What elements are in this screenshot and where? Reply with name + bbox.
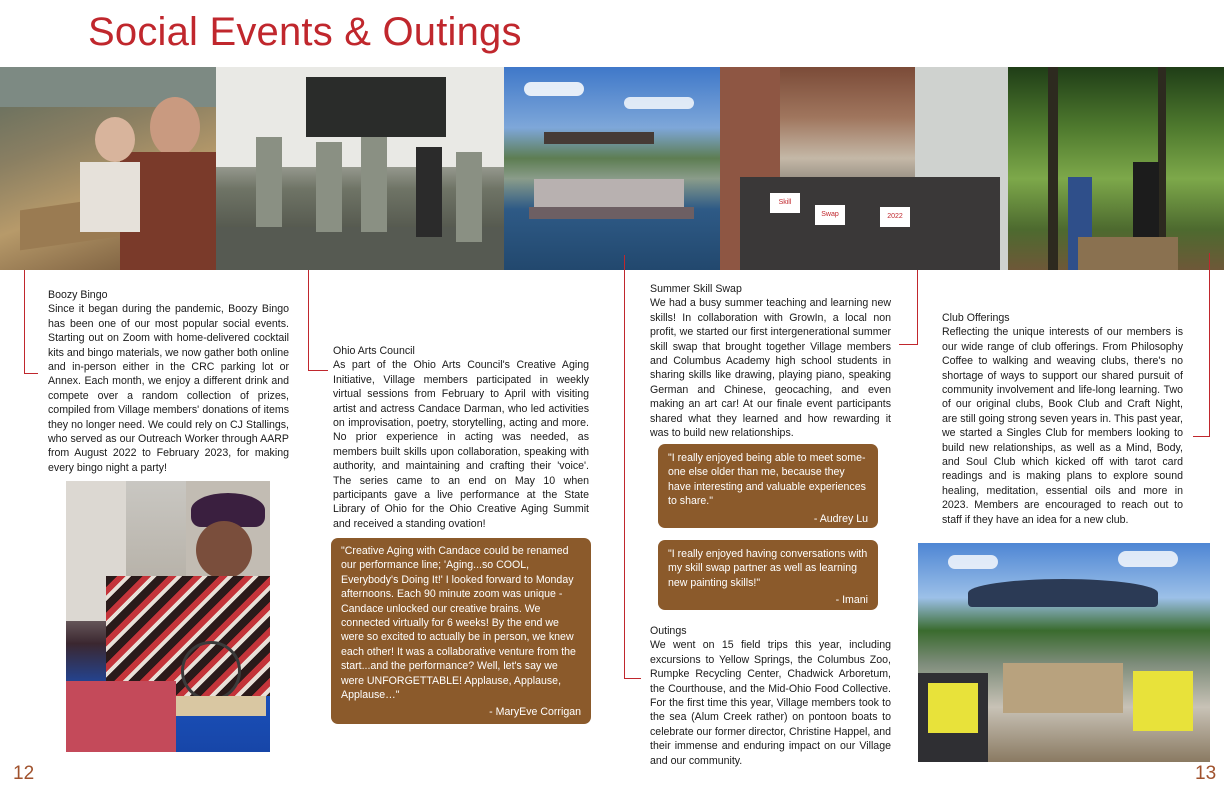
connector-line [1209, 253, 1210, 437]
ohio-arts-section [333, 344, 589, 531]
outings-body: We went on 15 field trips this year, including excursions to Yellow Springs, the Columbus Zoo, Rumpke Recycling Center, Chadwick Arboretum, the Courthouse, and the Mid-Ohio Food Collective. For the first time this year, Village members took to the sea (Alum Creek rather) on pontoon boats to celebrate our former director, Christine Happel, and their immense and enduring impact on our Village and our community. [650, 639, 891, 767]
quote-imani [658, 540, 878, 610]
skill-swap-heading: Summer Skill Swap [650, 283, 742, 295]
photo-walking-club [1008, 67, 1224, 270]
photo-summer-skill-swap [720, 67, 1008, 270]
connector-line [24, 270, 25, 374]
quote-attribution: - MaryEve Corrigan [489, 706, 581, 719]
sign-2022: 2022 [880, 207, 910, 227]
outings-section [650, 624, 891, 768]
connector-line [1193, 436, 1210, 437]
photo-pontoon-outing [918, 543, 1210, 762]
skill-swap-section [650, 282, 891, 440]
photo-boozy-bingo [0, 67, 216, 270]
boozy-bingo-heading: Boozy Bingo [48, 289, 108, 301]
connector-line [899, 344, 918, 345]
quote-maryeve [331, 538, 591, 724]
page-title: Social Events & Outings [88, 10, 522, 54]
quote-text: "Creative Aging with Candace could be renamed our performance line; 'Aging...so COOL, Everybody's Doing It!' I looked forward to Monday afternoons. Each 90 minute zoom was unique - Candace unlocked our creative brains. We connected virtually for 6 weeks! By the end we were so excited to actually be in person, we knew each other! It was a collaborative venture from the start...and the performance? Well, let's say we were UNFORGETTABLE! Applause, Applause, Applause…" [341, 545, 576, 702]
club-offerings-heading: Club Offerings [942, 312, 1010, 324]
boozy-bingo-section [48, 288, 289, 475]
connector-line [624, 255, 625, 679]
quote-attribution: - Imani [835, 594, 868, 607]
boozy-bingo-body: Since it began during the pandemic, Boozy Bingo has been one of our most popular social events. Starting out on Zoom with home-delivered cocktail kits and bingo materials, we now gather both online and in-person either in the CRC parking lot or Annex. Each month, we enjoy a different drink and compete over a random collection of prizes, compiled from Village members' donations of items they no longer need. We could rely on CJ Stallings, who served as our Outreach Worker through AARP from August 2022 to February 2023, for making every bingo night a party! [48, 303, 289, 474]
page-number-right: 13 [1195, 763, 1217, 784]
ohio-arts-heading: Ohio Arts Council [333, 345, 415, 357]
club-offerings-section [942, 311, 1183, 527]
page-number-left: 12 [13, 763, 35, 784]
photo-bingo-player [66, 481, 270, 752]
club-offerings-body: Reflecting the unique interests of our members is our wide range of club offerings. From Philosophy Coffee to walking and weaving clubs, there's no shortage of ways to support our shared pursuit of community involvement and life-long learning. Two of our original clubs, Book Club and Craft Night, are still going strong seven years in. This past year, we started a Singles Club for members looking to build new relationships, as well as a Mind, Body, and Soul Club which kicked off with tarot card readings and is making plans to explore sound healing, meditation, essential oils and more in 2023. Members are encouraged to reach out to staff if they have an idea for a new club. [942, 326, 1183, 526]
outings-heading: Outings [650, 625, 687, 637]
sign-swap: Swap [815, 205, 845, 225]
connector-line [624, 678, 641, 679]
connector-line [917, 270, 918, 345]
quote-text: "I really enjoyed being able to meet some-one else older than me, because they have interesting and valuable experiences to share." [668, 452, 866, 508]
skill-swap-body: We had a busy summer teaching and learning new skills! In collaboration with GrowIn, a local non profit, we started our first intergenerational summer skill swap that brought together Village members and Columbus Academy high school students in sharing skills like drawing, playing piano, speaking German and Chinese, geocaching, and even making an art car! At our finale event participants shared what they learned and how rewarding it was to build new relationships. [650, 297, 891, 440]
ohio-arts-body: As part of the Ohio Arts Council's Creative Aging Initiative, Village members participated in weekly virtual sessions from February to April with visiting artist and actress Candace Darman, who led activities on improvisation, poetry, storytelling, acting and more. No prior experience in acting was needed, as members built skills upon collaboration, speaking with authority, and maintaining and crafting their 'voice'. The series came to an end on May 10 when participants gave a live performance at the State Library of Ohio for the Ohio Creative Aging Summit and received a standing ovation! [333, 359, 589, 530]
quote-attribution: - Audrey Lu [813, 512, 868, 525]
connector-line [24, 373, 38, 374]
photo-pontoon-boat [504, 67, 720, 270]
connector-line [308, 270, 309, 371]
sign-skill: Skill [770, 193, 800, 213]
photo-ohio-arts-council [216, 67, 504, 270]
quote-text: "I really enjoyed having conversations with my skill swap partner as well as learning new painting skills!" [668, 548, 868, 589]
quote-audrey [658, 444, 878, 528]
connector-line [308, 370, 328, 371]
